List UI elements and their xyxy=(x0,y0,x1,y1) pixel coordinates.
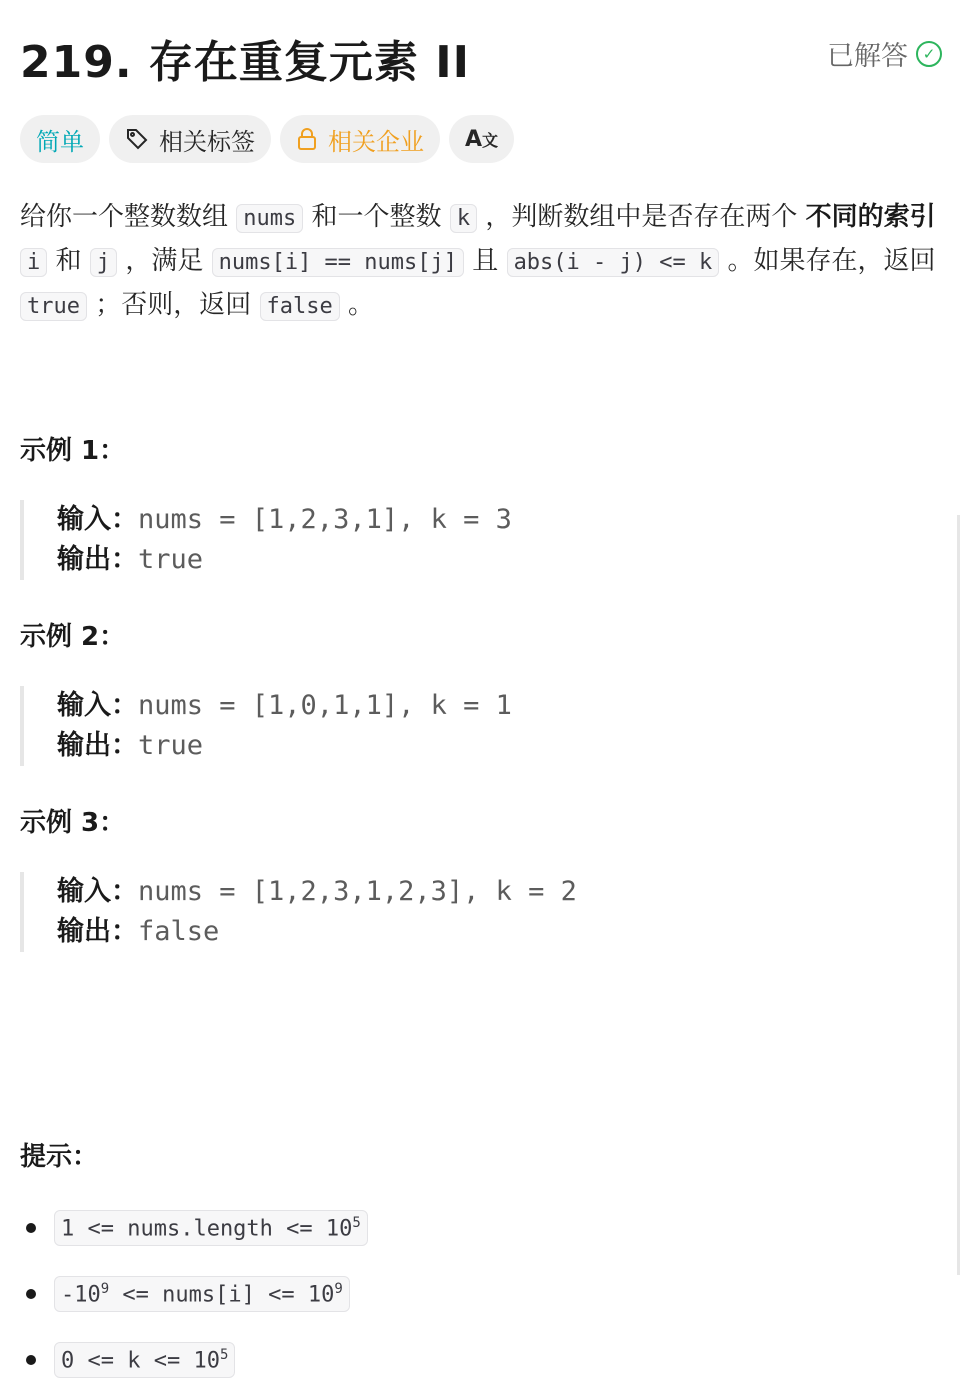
inline-code: k xyxy=(450,204,477,233)
inline-code: nums[i] == nums[j] xyxy=(212,248,464,277)
hint-item xyxy=(26,1210,368,1246)
hint-sup: 9 xyxy=(334,1281,343,1297)
desc-text: ；否则，返回 xyxy=(95,290,252,320)
desc-text: 。 xyxy=(348,290,375,320)
input-label: 输入： xyxy=(57,504,138,535)
lock-icon xyxy=(296,127,318,151)
hint-text: <= nums[i] <= 10 xyxy=(109,1282,335,1308)
hint-text: 0 <= k <= 10 xyxy=(61,1348,220,1374)
example-input: nums = [1,2,3,1,2,3], k = 2 xyxy=(138,876,577,907)
check-circle-icon: ✓ xyxy=(916,41,942,67)
output-label: 输出： xyxy=(57,544,138,575)
example-block xyxy=(20,686,720,766)
example-title: 示例 3： xyxy=(20,808,126,838)
desc-text: ，满足 xyxy=(125,246,204,276)
example-output: true xyxy=(138,730,204,761)
example-input: nums = [1,0,1,1], k = 1 xyxy=(138,690,512,721)
related-tags-label: 相关标签 xyxy=(159,127,255,156)
inline-code: nums xyxy=(236,204,303,233)
example-block xyxy=(20,872,720,952)
example-output: false xyxy=(138,916,220,947)
output-label: 输出： xyxy=(57,730,138,761)
desc-text: 给你一个整数数组 xyxy=(20,202,229,232)
desc-text: ，判断数组中是否存在两个 xyxy=(485,202,798,232)
output-label: 输出： xyxy=(57,916,138,947)
example-title: 示例 1： xyxy=(20,436,126,466)
hint-item xyxy=(26,1276,350,1312)
solved-status[interactable] xyxy=(827,34,942,73)
hint-sup: 9 xyxy=(100,1281,110,1297)
translate-icon: A文 xyxy=(465,126,499,152)
desc-text: 和一个整数 xyxy=(311,202,442,232)
hint-item xyxy=(26,1342,235,1378)
hints-title: 提示： xyxy=(20,1142,99,1172)
desc-bold-text: 不同的索引 xyxy=(805,202,936,232)
difficulty-tag[interactable] xyxy=(20,115,100,163)
tag-icon xyxy=(125,127,149,151)
hint-sup: 5 xyxy=(352,1215,361,1231)
related-companies-button[interactable] xyxy=(280,115,440,163)
inline-code: false xyxy=(260,292,340,321)
hint-code xyxy=(54,1210,368,1246)
problem-title: 219. 存在重复元素 II xyxy=(20,37,470,88)
bullet-icon xyxy=(26,1223,36,1233)
difficulty-label: 简单 xyxy=(36,127,84,156)
hint-code xyxy=(54,1276,350,1312)
bullet-icon xyxy=(26,1355,36,1365)
hint-text: 1 <= nums.length <= 10 xyxy=(61,1216,353,1242)
desc-text: 和 xyxy=(55,246,82,276)
translate-button[interactable] xyxy=(449,115,514,163)
solved-label: 已解答 xyxy=(827,41,908,72)
inline-code: true xyxy=(20,292,87,321)
hint-text: -10 xyxy=(61,1282,101,1308)
input-label: 输入： xyxy=(57,876,138,907)
input-label: 输入： xyxy=(57,690,138,721)
example-input: nums = [1,2,3,1], k = 3 xyxy=(138,504,512,535)
tag-bar xyxy=(20,115,514,163)
example-output: true xyxy=(138,544,204,575)
inline-code: i xyxy=(20,248,47,277)
related-tags-button[interactable] xyxy=(109,115,271,163)
desc-text: 且 xyxy=(472,246,499,276)
example-title: 示例 2： xyxy=(20,622,126,652)
bullet-icon xyxy=(26,1289,36,1299)
inline-code: j xyxy=(90,248,117,277)
example-block xyxy=(20,500,720,580)
problem-header xyxy=(20,22,942,88)
related-companies-label: 相关企业 xyxy=(328,127,424,156)
hint-code xyxy=(54,1342,235,1378)
inline-code: abs(i - j) <= k xyxy=(507,248,720,277)
hint-sup: 5 xyxy=(219,1347,229,1363)
desc-text: 。如果存在，返回 xyxy=(727,246,936,276)
problem-description xyxy=(20,196,944,328)
